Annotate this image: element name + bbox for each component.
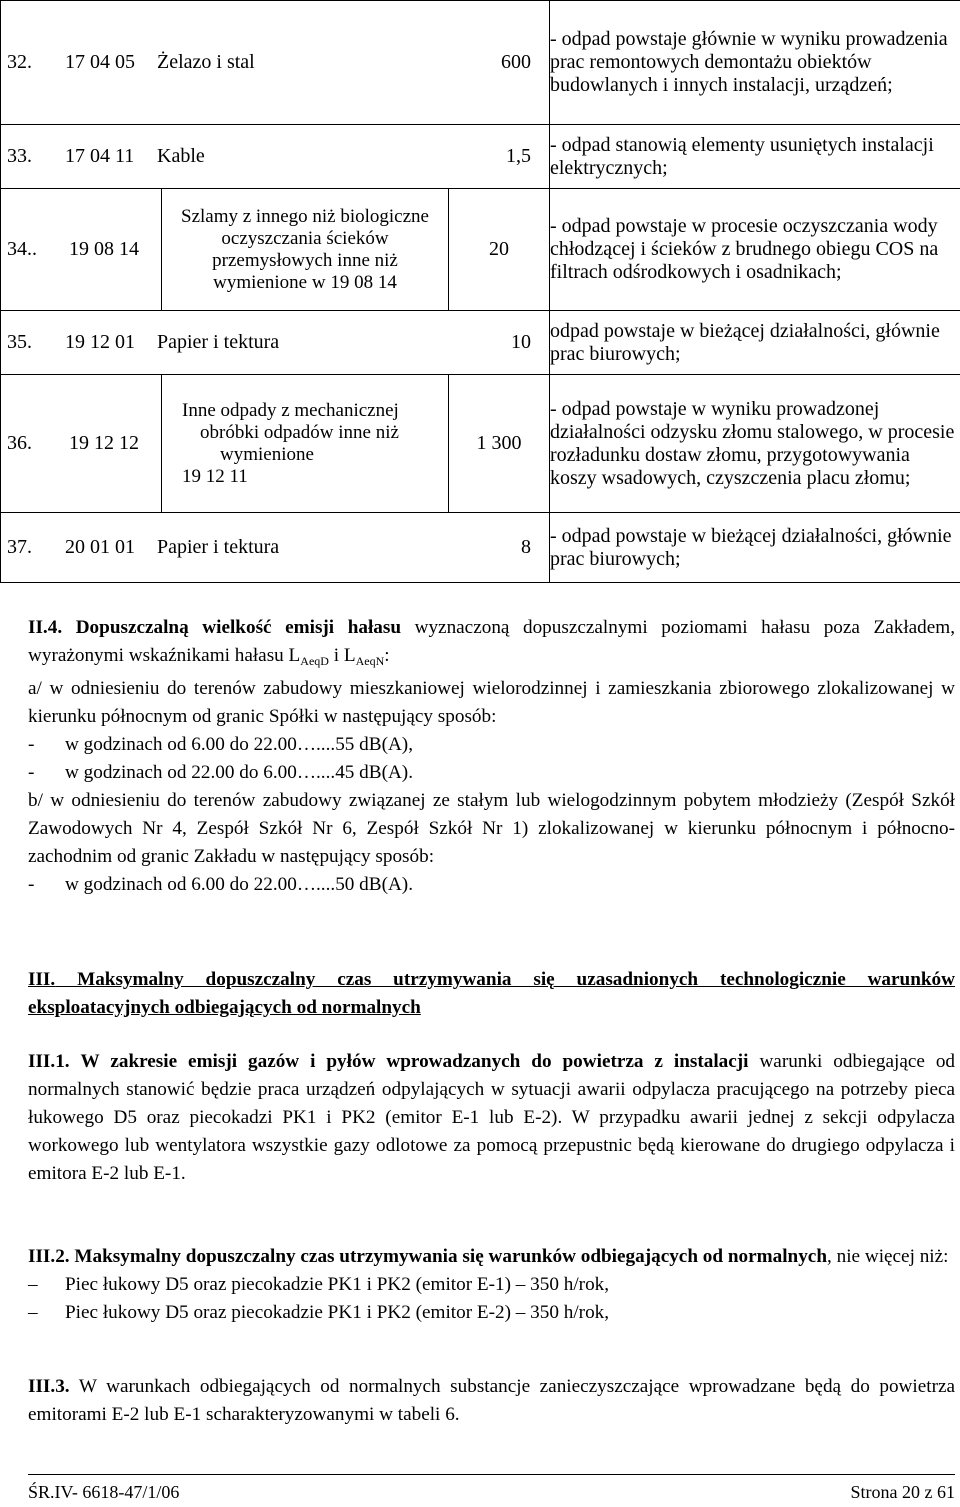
table-row: [1, 1, 960, 125]
list-item: - w godzinach od 6.00 do 22.00…....50 dB(A).: [28, 874, 413, 895]
section-heading: Dopuszczalną wielkość emisji hałasu: [75, 617, 402, 638]
waste-note: odpad powstaje w bieżącej działalności, głównie prac biurowych;: [550, 311, 960, 375]
section-number: III.3.: [28, 1376, 70, 1397]
table-row: [1, 311, 960, 375]
waste-name: Inne odpady z mechanicznej obróbki odpadów inne niż wymienione 19 12 11: [161, 375, 449, 512]
section-heading: Maksymalny dopuszczalny czas utrzymywania się warunków odbiegających od normalnych: [74, 1246, 827, 1267]
section-noise-limits: II.4. Dopuszczalną wielkość emisji hałasu wyznaczoną dopuszczalnymi poziomami hałasu poza Zakładem, wyrażonymi wskaźnikami hałasu $L_{AeqD}$ i $L_{AeqN}$: a/ w odniesieniu do terenów zabudowy mieszkaniowej wielorodzinnej i zamieszkania zbiorowego zlokalizowanej w kierunku północnym od granic Spółki w następujący sposób: - w godzinach od 6.00 do 22.00…....55 dB(A), - w godzinach od 22.00 do 6.00…....45 dB(A). b/ w odniesieniu do terenów zabudowy związanej ze stałym lub wielogodzinnym pobytem młodzieży (Zespół Szkół Zawodowych Nr 4, Zespół Szkół Nr 6, Zespół Szkół Nr 1) zlokalizowanej w kierunku północnym i północno-zachodnim od granic Zakładu w następujący sposób: - w godzinach od 6.00 do 22.00…....50 dB(A).: [28, 614, 955, 899]
table-row: [1, 125, 960, 189]
row-number: 32.: [7, 51, 32, 73]
row-number: 37.: [7, 536, 32, 558]
row-number: 36.: [7, 432, 32, 454]
section-number: III.: [28, 969, 56, 990]
waste-name: Papier i tektura: [157, 536, 280, 558]
waste-name: Szlamy z innego niż biologiczne oczyszczania ścieków przemysłowych inne niż wymienione w 19 08 14: [161, 189, 449, 310]
row-number: 34..: [7, 238, 37, 260]
section-heading: Maksymalny dopuszczalny czas utrzymywania się uzasadnionych technologicznie warunków eksploatacyjnych odbiegających od normalnych: [28, 969, 956, 1018]
table-row: [1, 375, 960, 513]
waste-code: 20 01 01: [65, 536, 135, 558]
document-reference: ŚR.IV- 6618-47/1/06: [28, 1482, 180, 1502]
waste-note: - odpad powstaje w bieżącej działalności, głównie prac biurowych;: [550, 513, 960, 583]
section-number: III.1.: [28, 1051, 70, 1072]
section-iii-3: III.3. W warunkach odbiegających od normalnych substancje zanieczyszczające wprowadzane będą do powietrza emitorami E-2 lub E-1 scharakteryzowanymi w tabeli 6.: [28, 1376, 956, 1425]
waste-quantity: 8: [521, 536, 531, 558]
section-number: II.4.: [28, 617, 63, 638]
section-iii: [28, 966, 955, 1022]
waste-code: 17 04 05: [65, 51, 135, 73]
waste-code: 19 12 12: [69, 432, 139, 454]
list-item: – Piec łukowy D5 oraz piecokadzie PK1 i PK2 (emitor E-2) – 350 h/rok,: [28, 1302, 610, 1323]
waste-quantity: 20: [489, 238, 509, 260]
waste-quantity: 600: [501, 51, 531, 73]
waste-code: 19 12 01: [65, 331, 135, 353]
table-row: [1, 513, 960, 583]
table-row: [1, 189, 960, 311]
list-item: – Piec łukowy D5 oraz piecokadzie PK1 i PK2 (emitor E-1) – 350 h/rok,: [28, 1274, 610, 1295]
waste-code: 19 08 14: [69, 238, 139, 260]
waste-quantity: 1,5: [506, 145, 531, 167]
waste-table: [0, 0, 960, 583]
waste-note: - odpad stanowią elementy usuniętych instalacji elektrycznych;: [550, 125, 960, 189]
section-iii-1: III.1. W zakresie emisji gazów i pyłów wprowadzanych do powietrza z instalacji warunki odbiegające od normalnych stanowić będzie praca urządzeń odpylających w sytuacji awarii odpylacza pracującego na potrzeby pieca łukowego D5 oraz piecokadzi PK1 i PK2 (emitor E-1 lub E-2). W przypadku awarii jednej z sekcji odpylacza workowego lub wentylatora wszystkie gazy odlotowe za pomocą przepustnic będą kierowane do drugiego odpylacza i emitora E-2 lub E-1.: [28, 1051, 956, 1184]
paragraph: a/ w odniesieniu do terenów zabudowy mieszkaniowej wielorodzinnej i zamieszkania zbiorowego zlokalizowanej w kierunku północnym od granic Spółki w następujący sposób:: [28, 678, 955, 727]
waste-note: - odpad powstaje w procesie oczyszczania wody chłodzącej i ścieków z brudnego obiegu COS na filtrach odśrodkowych i osadnikach;: [550, 189, 960, 311]
waste-name: Papier i tektura: [157, 331, 280, 353]
section-heading: W zakresie emisji gazów i pyłów wprowadzanych do powietrza z instalacji: [80, 1051, 749, 1072]
waste-quantity: 10: [511, 331, 531, 353]
paragraph: b/ w odniesieniu do terenów zabudowy związanej ze stałym lub wielogodzinnym pobytem młodzieży (Zespół Szkół Zawodowych Nr 4, Zespół Szkół Nr 6, Zespół Szkół Nr 1) zlokalizowanej w kierunku północnym i północno-zachodnim od granic Zakładu w następujący sposób:: [28, 790, 955, 867]
page-footer: [28, 1474, 955, 1503]
page-number: Strona 20 z 61: [850, 1482, 955, 1502]
list-item: - w godzinach od 22.00 do 6.00…....45 dB(A).: [28, 762, 413, 783]
waste-name: Żelazo i stal: [157, 51, 255, 73]
waste-note: - odpad powstaje głównie w wyniku prowadzenia prac remontowych demontażu obiektów budowlanych i innych instalacji, urządzeń;: [550, 1, 960, 125]
section-iii-2: III.2. Maksymalny dopuszczalny czas utrzymywania się warunków odbiegających od normalnych, nie więcej niż: – Piec łukowy D5 oraz piecokadzie PK1 i PK2 (emitor E-1) – 350 h/rok, – Piec łukowy D5 oraz piecokadzie PK1 i PK2 (emitor E-2) – 350 h/rok,: [28, 1243, 955, 1327]
waste-note: - odpad powstaje w wyniku prowadzonej działalności odzysku złomu stalowego, w procesie rozładunku dostaw złomu, przygotowywania koszy wsadowych, czyszczenia placu złomu;: [550, 375, 960, 513]
waste-code: 17 04 11: [65, 145, 135, 167]
row-number: 35.: [7, 331, 32, 353]
row-number: 33.: [7, 145, 32, 167]
waste-name: Kable: [157, 145, 205, 167]
section-number: III.2.: [28, 1246, 70, 1267]
waste-quantity: 1 300: [476, 432, 522, 454]
list-item: - w godzinach od 6.00 do 22.00…....55 dB(A),: [28, 734, 413, 755]
